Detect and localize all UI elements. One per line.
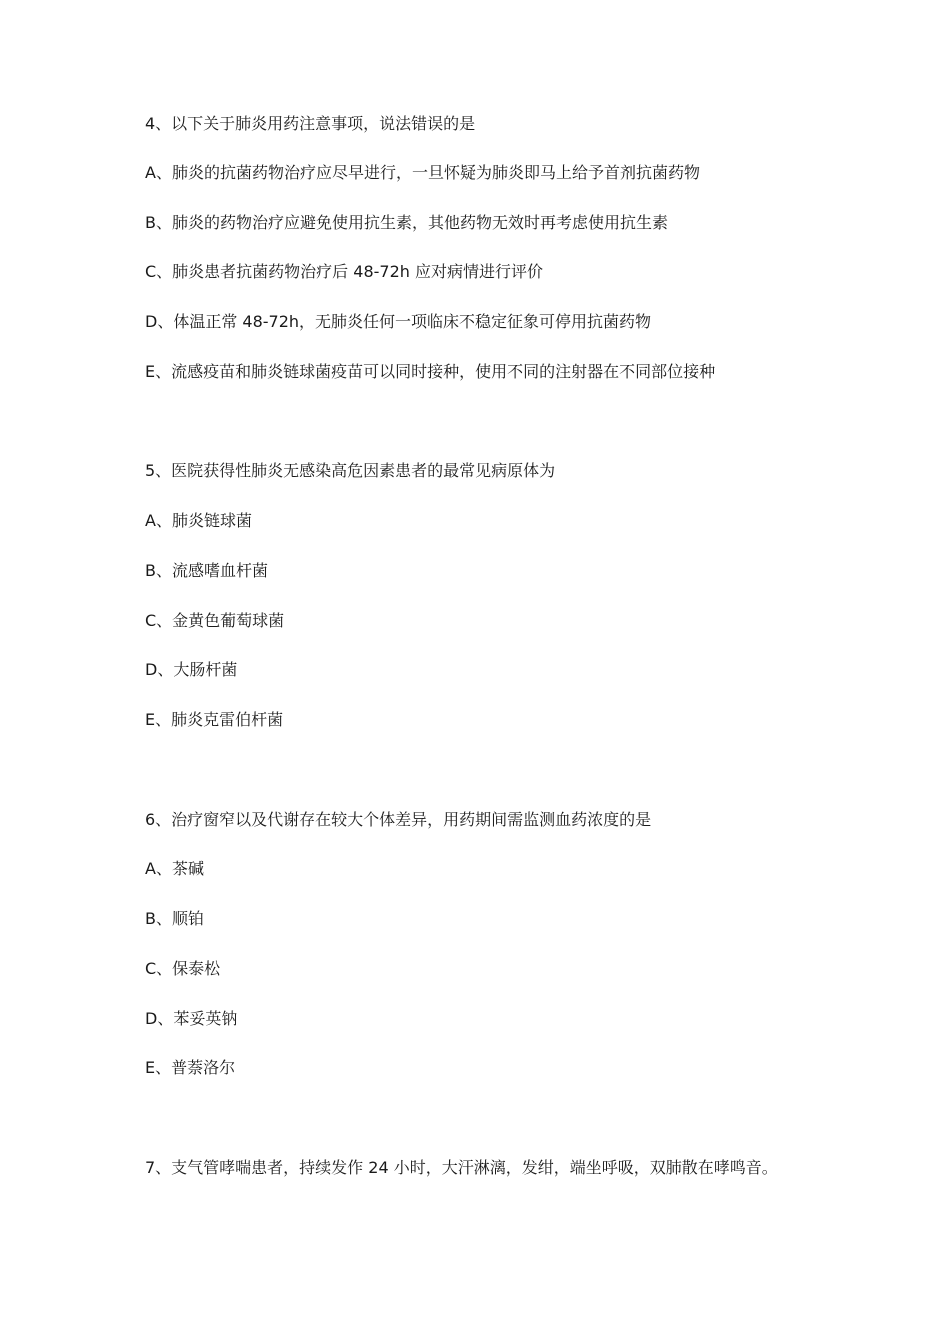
question-5-option-d: D、大肠杆菌 bbox=[145, 660, 238, 679]
question-5-option-a: A、肺炎链球菌 bbox=[145, 511, 252, 530]
question-6-option-c: C、保泰松 bbox=[145, 959, 221, 978]
question-4-stem: 4、以下关于肺炎用药注意事项，说法错误的是 bbox=[145, 114, 476, 133]
question-4-option-c: C、肺炎患者抗菌药物治疗后 48-72h 应对病情进行评价 bbox=[145, 262, 543, 281]
question-6-option-e: E、普萘洛尔 bbox=[145, 1058, 236, 1077]
question-6-option-d: D、苯妥英钠 bbox=[145, 1009, 238, 1028]
question-4-option-b: B、肺炎的药物治疗应避免使用抗生素，其他药物无效时再考虑使用抗生素 bbox=[145, 213, 668, 232]
question-5-option-e: E、肺炎克雷伯杆菌 bbox=[145, 710, 284, 729]
question-5-option-b: B、流感嗜血杆菌 bbox=[145, 561, 268, 580]
question-5-stem: 5、医院获得性肺炎无感染高危因素患者的最常见病原体为 bbox=[145, 461, 556, 480]
question-6-stem: 6、治疗窗窄以及代谢存在较大个体差异，用药期间需监测血药浓度的是 bbox=[145, 810, 652, 829]
question-4-option-d: D、体温正常 48-72h，无肺炎任何一项临床不稳定征象可停用抗菌药物 bbox=[145, 312, 652, 331]
question-6-option-a: A、茶碱 bbox=[145, 859, 204, 878]
question-4-option-a: A、肺炎的抗菌药物治疗应尽早进行，一旦怀疑为肺炎即马上给予首剂抗菌药物 bbox=[145, 163, 700, 182]
question-5-option-c: C、金黄色葡萄球菌 bbox=[145, 611, 285, 630]
question-7-stem: 7、支气管哮喘患者，持续发作 24 小时，大汗淋漓，发绀，端坐呼吸，双肺散在哮鸣音。 bbox=[145, 1158, 778, 1177]
question-6-option-b: B、顺铂 bbox=[145, 909, 204, 928]
question-4-option-e: E、流感疫苗和肺炎链球菌疫苗可以同时接种，使用不同的注射器在不同部位接种 bbox=[145, 362, 716, 381]
